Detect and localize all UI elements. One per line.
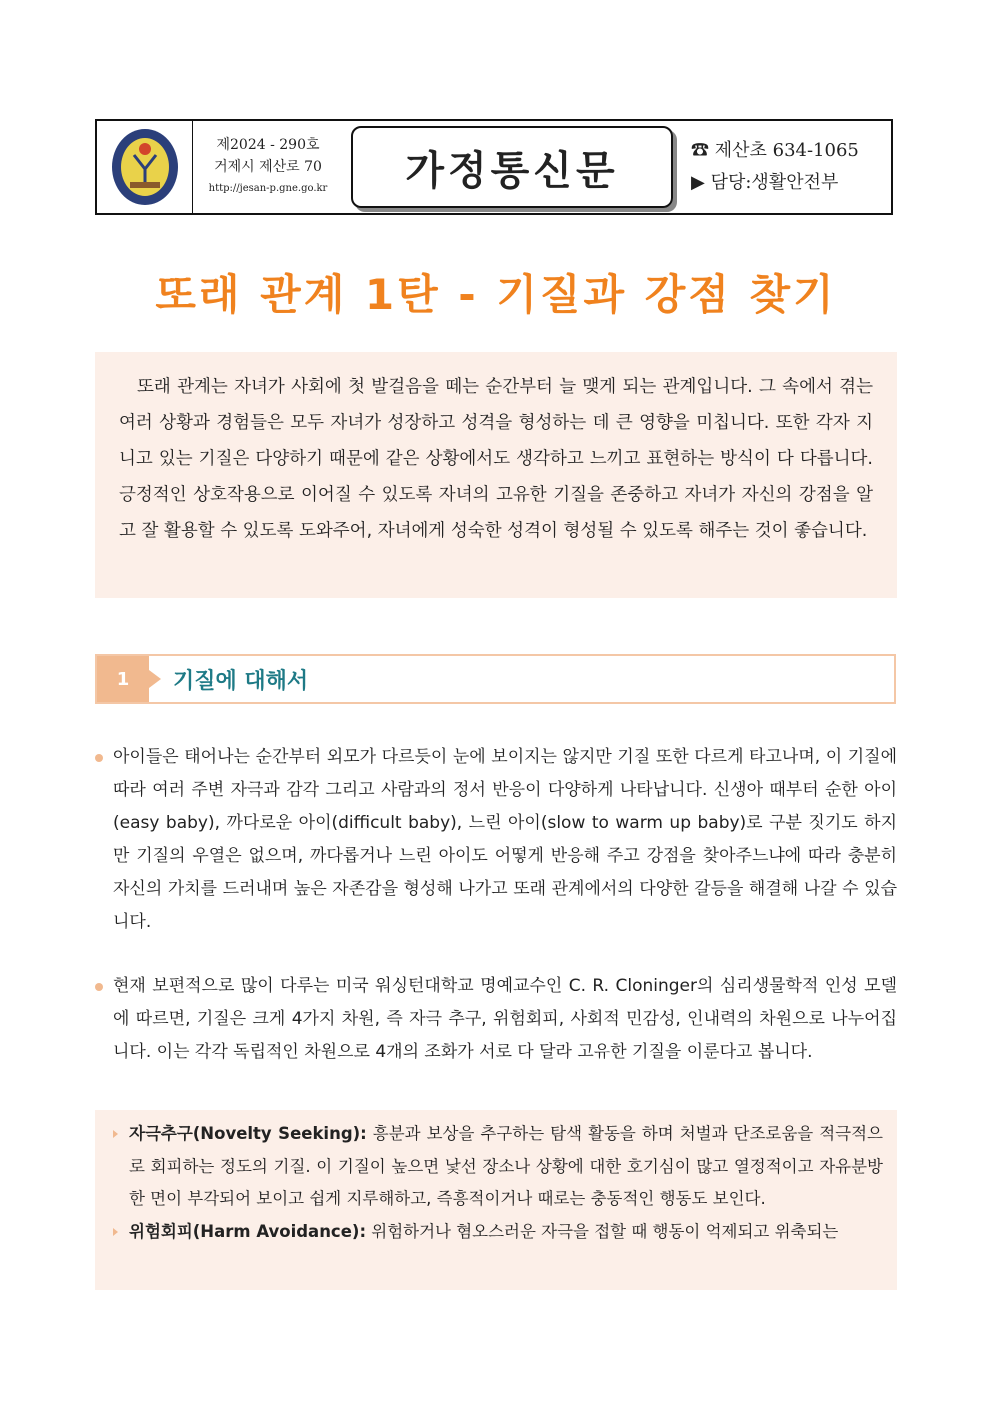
bullet-dot-icon (95, 983, 103, 991)
triangle-right-icon: ▶ (691, 172, 711, 193)
newsletter-header (95, 119, 893, 215)
title-cell (343, 121, 681, 213)
section-header (95, 654, 896, 704)
department-line (691, 167, 891, 199)
bullet-text: 현재 보편적으로 많이 다루는 미국 워싱턴대학교 명예교수인 C. R. Cloninger의 심리생물학적 인성 모델에 따르면, 기질은 크게 4가지 차원, 즉 자극 추구, 위험회피, 사회적 민감성, 인내력의 차원으로 나누어집니다. 이는 각각 독립적인 차원으로 4개의 조화가 서로 다 달라 고유한 기질을 이룬다고 봅니다. (113, 976, 897, 1062)
definition-item (129, 1118, 883, 1216)
school-address: 거제시 제산로 70 (214, 159, 322, 175)
bullet-dot-icon (95, 754, 103, 762)
triangle-bullet-icon (113, 1228, 118, 1236)
definitions-box (95, 1110, 897, 1290)
issue-number: 제2024 - 290호 (216, 137, 320, 153)
triangle-bullet-icon (113, 1130, 118, 1138)
definition-item (129, 1216, 883, 1249)
definition-text: 흥분과 보상을 추구하는 탐색 활동을 하며 처벌과 단조로움을 적극적으로 회피하는 정도의 기질. 이 기질이 높으면 낯선 장소나 상황에 대한 호기심이 많고 열정적이고 자유분방한 면이 부각되어 보이고 쉽게 지루해하고, 즉흥적이거나 때로는 충동적인 행동도 보인다. (129, 1124, 883, 1208)
phone-line (691, 135, 891, 167)
bullet-paragraph (95, 970, 897, 1069)
newsletter-title: 가정통신문 (351, 126, 673, 208)
issue-info (193, 121, 343, 213)
contact-info (681, 121, 891, 213)
intro-paragraph: 또래 관계는 자녀가 사회에 첫 발걸음을 떼는 순간부터 늘 맺게 되는 관계입니다. 그 속에서 겪는 여러 상황과 경험들은 모두 자녀가 성장하고 성격을 형성하는 데 큰 영향을 미칩니다. 또한 각자 지니고 있는 기질은 다양하기 때문에 같은 상황에서도 생각하고 느끼고 표현하는 방식이 다 다릅니다. 긍정적인 상호작용으로 이어질 수 있도록 자녀의 고유한 기질을 존중하고 자녀가 자신의 강점을 알고 잘 활용할 수 있도록 도와주어, 자녀에게 성숙한 성격이 형성될 수 있도록 해주는 것이 좋습니다. (95, 352, 897, 598)
section-number: 1 (97, 656, 149, 702)
department: 담당:생활안전부 (710, 172, 839, 193)
school-logo (97, 121, 193, 213)
phone-number: 제산초 634-1065 (714, 140, 859, 161)
definition-text: 위험하거나 혐오스러운 자극을 접할 때 행동이 억제되고 위축되는 (366, 1221, 839, 1241)
bullet-text: 아이들은 태어나는 순간부터 외모가 다르듯이 눈에 보이지는 않지만 기질 또한 다르게 타고나며, 이 기질에 따라 여러 주변 자극과 감각 그리고 사람과의 정서 반응이 다양하게 나타납니다. 신생아 때부터 순한 아이(easy baby), 까다로운 아이(difficult baby), 느린 아이(slow to warm up baby)로 구분 짓기도 하지만 기질의 우열은 없으며, 까다롭거나 느린 아이도 어떻게 반응해 주고 강점을 찾아주느냐에 따라 충분히 자신의 가치를 드러내며 높은 자존감을 형성해 나가고 또래 관계에서의 다양한 갈등을 해결해 나갈 수 있습니다. (113, 747, 897, 932)
bullet-paragraph (95, 741, 897, 939)
page-title: 또래 관계 1탄 - 기질과 강점 찾기 (155, 270, 837, 319)
definition-term: 자극추구(Novelty Seeking): (129, 1124, 367, 1143)
phone-icon: ☎ (691, 140, 715, 161)
school-emblem-icon (110, 127, 180, 207)
definition-term: 위험회피(Harm Avoidance): (129, 1221, 367, 1241)
section-title: 기질에 대해서 (173, 668, 309, 694)
school-url[interactable]: http://jesan-p.gne.go.kr (208, 183, 328, 194)
